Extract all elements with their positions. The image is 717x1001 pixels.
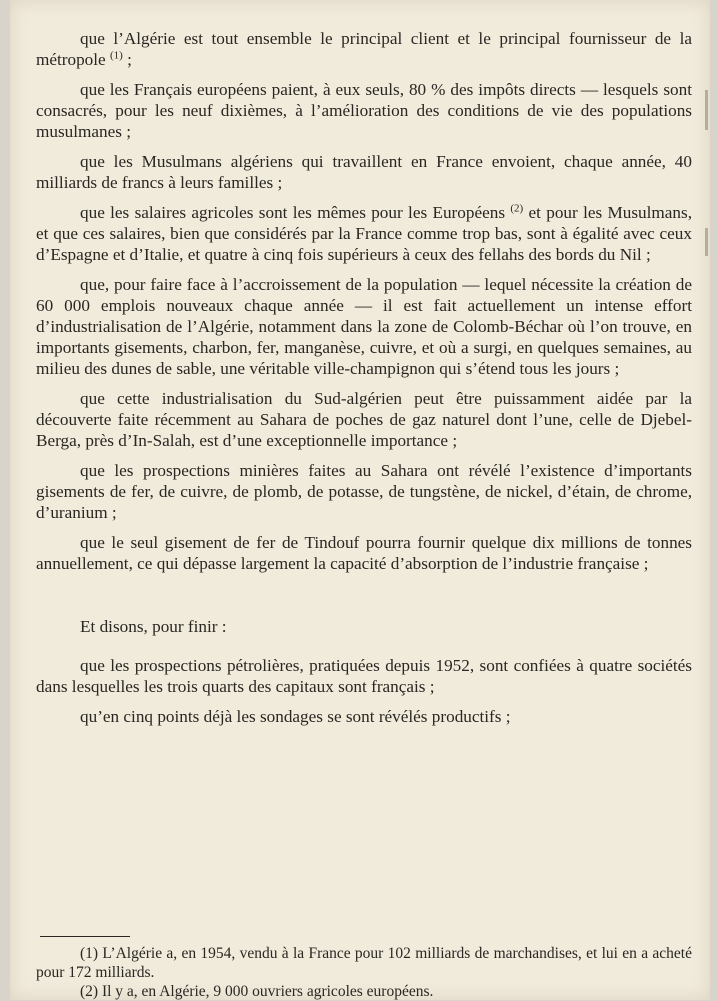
footnote-ref: (2) xyxy=(510,202,524,215)
footnote: (2) Il y a, en Algérie, 9 000 ouvriers agricoles européens. xyxy=(80,983,434,1000)
footnote: (1) L’Algérie a, en 1954, vendu à la France pour 102 milliards de marchandises, et lui en a acheté pour 172 milliards. xyxy=(36,945,692,981)
paragraph: que cette industrialisation du Sud-algérien peut être puissamment aidée par la découverte faite récemment au Sahara de poches de gaz naturel dont l’une, celle de Djebel-Berga, près d’In-Salah, est d’une exceptionnelle importance ; xyxy=(36,389,692,450)
footnote-divider xyxy=(40,936,130,937)
footnote-ref: (1) xyxy=(109,49,123,62)
paragraph: que les Musulmans algériens qui travaillent en France envoient, chaque année, 40 milliards de francs à leurs familles ; xyxy=(36,152,692,192)
paragraph: que le seul gisement de fer de Tindouf pourra fournir quelque dix millions de tonnes annuellement, ce qui dépasse largement la capacité d’absorption de l’industrie française ; xyxy=(36,533,692,573)
paragraph: que les prospections minières faites au Sahara ont révélé l’existence d’importants gisements de fer, de cuivre, de plomb, de potasse, de tungstène, de nickel, d’étain, de chrome, d’uranium ; xyxy=(36,461,692,522)
page-edge-mark xyxy=(705,90,708,130)
paragraph: Et disons, pour finir : xyxy=(80,617,227,636)
page-edge-mark xyxy=(705,228,708,256)
document-page xyxy=(10,0,710,1000)
paragraph: qu’en cinq points déjà les sondages se sont révélés productifs ; xyxy=(80,707,511,726)
footnotes xyxy=(36,944,692,1001)
body-text xyxy=(36,28,692,736)
paragraph: que, pour faire face à l’accroissement de la population — lequel nécessite la création de 60 000 emplois nouveaux chaque année — il est fait actuellement un intense effort d’industrialisation de l’Algérie, notamment dans la zone de Colomb-Béchar où l’on trouve, en importants gisements, charbon, fer, manganèse, cuivre, et où a surgi, en quelques semaines, au milieu des dunes de sable, une véritable ville-champignon qui s’étend tous les jours ; xyxy=(36,275,692,378)
paragraph: que les Français européens paient, à eux seuls, 80 % des impôts directs — lesquels sont consacrés, pour les neuf dixièmes, à l’amélioration des conditions de vie des populations musulmanes ; xyxy=(36,80,692,141)
paragraph: que l’Algérie est tout ensemble le principal client et le principal fournisseur de la métropole $^{(1)}$ ; xyxy=(36,29,692,69)
paragraph: que les salaires agricoles sont les mêmes pour les Européens $^{(2)}$ et pour les Musulmans, et que ces salaires, bien que considérés par la France comme trop bas, sont à égalité avec ceux d’Espagne et d’Italie, et quatre à cinq fois supérieurs à ceux des fellahs des bords du Nil ; xyxy=(36,202,692,264)
paragraph: que les prospections pétrolières, pratiquées depuis 1952, sont confiées à quatre sociétés dans lesquelles les trois quarts des capitaux sont français ; xyxy=(36,656,692,696)
